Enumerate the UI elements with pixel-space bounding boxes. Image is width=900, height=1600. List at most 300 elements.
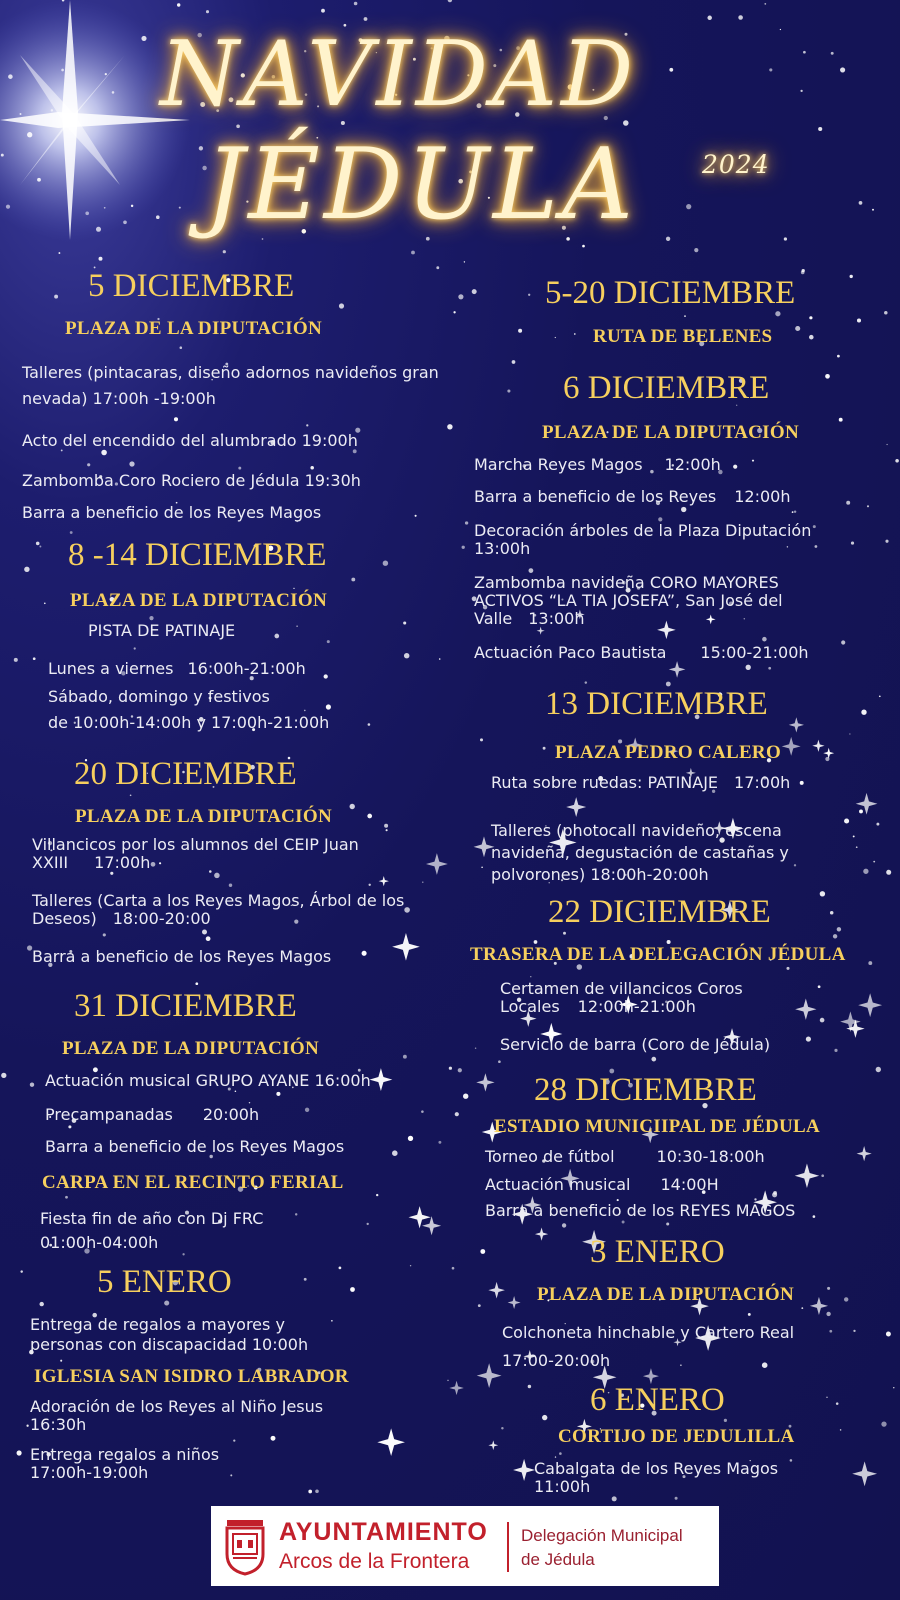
star-dot bbox=[295, 1213, 297, 1215]
star-dot bbox=[448, 0, 452, 2]
star-dot bbox=[105, 73, 107, 75]
event-zambomba-mayores: Zambomba navideña CORO MAYORES bbox=[474, 573, 779, 592]
sparkle-star bbox=[488, 1440, 498, 1450]
star-dot bbox=[26, 1425, 28, 1427]
star-dot bbox=[876, 823, 879, 826]
sparkle-star bbox=[812, 740, 824, 752]
star-dot bbox=[794, 510, 796, 512]
star-dot bbox=[37, 178, 41, 182]
star-dot bbox=[20, 113, 22, 115]
star-dot bbox=[831, 52, 834, 55]
star-dot bbox=[179, 207, 181, 209]
heading-20-diciembre: 20 DICIEMBRE bbox=[74, 756, 297, 792]
sparkle-star bbox=[789, 717, 804, 732]
star-dot bbox=[306, 424, 308, 426]
star-dot bbox=[528, 294, 530, 296]
star-dot bbox=[40, 1302, 44, 1306]
star-dot bbox=[392, 1150, 398, 1156]
star-dot bbox=[769, 68, 772, 71]
star-dot bbox=[851, 542, 854, 545]
star-dot bbox=[304, 1278, 307, 1281]
star-dot bbox=[195, 982, 198, 985]
star-dot bbox=[675, 1497, 678, 1500]
title-year: 2024 bbox=[702, 150, 770, 179]
star-dot bbox=[837, 927, 841, 931]
heading-31-diciembre: 31 DICIEMBRE bbox=[74, 988, 297, 1024]
star-dot bbox=[110, 872, 113, 875]
star-dot bbox=[850, 275, 853, 278]
event-marcha-reyes: Marcha Reyes Magos 12:00h bbox=[474, 455, 721, 474]
star-dot bbox=[51, 109, 53, 111]
place-6-diciembre: PLAZA DE LA DIPUTACIÓN bbox=[542, 422, 799, 443]
star-dot bbox=[422, 882, 423, 883]
star-dot bbox=[768, 667, 771, 670]
star-dot bbox=[354, 2, 358, 6]
star-dot bbox=[141, 36, 146, 41]
star-dot bbox=[480, 738, 483, 741]
star-dot bbox=[857, 318, 861, 322]
star-dot bbox=[826, 1312, 830, 1316]
star-dot bbox=[230, 1474, 232, 1476]
sparkle-star bbox=[858, 993, 882, 1017]
star-dot bbox=[830, 911, 834, 915]
event-certamen: Certamen de villancicos Coros bbox=[500, 979, 743, 998]
star-dot bbox=[384, 824, 388, 828]
star-dot bbox=[849, 733, 850, 734]
place-5-diciembre: PLAZA DE LA DIPUTACIÓN bbox=[65, 318, 322, 339]
star-dot bbox=[585, 681, 587, 683]
star-dot bbox=[367, 1223, 369, 1225]
star-dot bbox=[6, 205, 10, 209]
star-dot bbox=[844, 818, 849, 823]
event-fiesta-fin-ano: Fiesta fin de año con Dj FRC bbox=[40, 1209, 264, 1228]
star-dot bbox=[447, 424, 452, 429]
star-dot bbox=[480, 1249, 485, 1254]
star-dot bbox=[386, 829, 388, 831]
event-talleres: Talleres (pintacaras, diseño adornos navideños gran nevada) 17:00h -19:00h bbox=[22, 363, 439, 408]
sparkle-star bbox=[795, 999, 816, 1020]
star-dot bbox=[350, 1287, 355, 1292]
star-dot bbox=[820, 891, 825, 896]
star-dot bbox=[773, 1191, 777, 1195]
star-dot bbox=[885, 540, 888, 543]
star-dot bbox=[801, 1307, 803, 1309]
star-dot bbox=[453, 311, 455, 313]
star-dot bbox=[123, 220, 127, 224]
star-dot bbox=[104, 207, 106, 209]
star-dot bbox=[868, 961, 872, 965]
ayuntamiento-label: AYUNTAMIENTO bbox=[279, 1518, 488, 1546]
star-dot bbox=[762, 1362, 768, 1368]
star-dot bbox=[310, 466, 314, 470]
event-servicio-barra: Servicio de barra (Coro de Jédula) bbox=[500, 1035, 771, 1054]
place-trasera-delegacion: TRASERA DE LA DELEGACIÓN JÉDULA bbox=[470, 944, 846, 965]
star-dot bbox=[61, 69, 64, 72]
heading-6-enero: 6 ENERO bbox=[590, 1382, 725, 1418]
star-dot bbox=[60, 1360, 62, 1362]
star-dot bbox=[815, 545, 818, 548]
event-decoracion-hora: 13:00h bbox=[474, 539, 531, 558]
star-dot bbox=[327, 640, 330, 643]
star-dot bbox=[512, 360, 516, 364]
star-dot bbox=[206, 10, 209, 13]
star-dot bbox=[130, 794, 132, 796]
heading-5-enero: 5 ENERO bbox=[97, 1264, 232, 1300]
star-dot bbox=[156, 215, 160, 219]
star-dot bbox=[780, 29, 781, 30]
star-dot bbox=[421, 1110, 424, 1113]
star-dot bbox=[669, 68, 673, 72]
event-adoracion-hora: 16:30h bbox=[30, 1415, 87, 1434]
event-grupo-ayane: Actuación musical GRUPO AYANE 16:00h bbox=[45, 1071, 371, 1090]
sparkle-star bbox=[426, 853, 448, 875]
star-dot bbox=[859, 201, 863, 205]
star-dot bbox=[174, 417, 178, 421]
event-regalos-mayores: Entrega de regalos a mayores y bbox=[30, 1315, 285, 1334]
star-dot bbox=[803, 51, 806, 54]
star-dot bbox=[436, 266, 439, 269]
event-barra-20: Barra a beneficio de los Reyes Magos bbox=[32, 947, 332, 966]
sparkle-star bbox=[508, 1296, 521, 1309]
star-dot bbox=[794, 864, 796, 866]
star-dot bbox=[206, 936, 211, 941]
event-talleres-photocall-2: navideña, degustación de castañas y bbox=[491, 843, 789, 862]
star-dot bbox=[886, 1332, 891, 1337]
star-dot bbox=[893, 1387, 894, 1388]
sparkle-star bbox=[782, 737, 801, 756]
star-dot bbox=[33, 657, 36, 660]
event-encendido: Acto del encendido del alumbrado 19:00h bbox=[22, 431, 358, 450]
heading-3-enero: 3 ENERO bbox=[590, 1234, 725, 1270]
star-dot bbox=[840, 1429, 842, 1431]
star-dot bbox=[274, 634, 279, 639]
star-dot bbox=[666, 1222, 669, 1225]
star-dot bbox=[686, 204, 691, 209]
star-dot bbox=[884, 311, 888, 315]
star-dot bbox=[14, 658, 18, 662]
sparkle-star bbox=[422, 1216, 441, 1235]
star-dot bbox=[68, 1125, 71, 1128]
event-regalos-ninos-hora: 17:00h-19:00h bbox=[30, 1463, 149, 1482]
star-dot bbox=[744, 618, 745, 619]
star-dot bbox=[800, 781, 804, 785]
logo-divider bbox=[507, 1522, 509, 1572]
star-dot bbox=[1, 1073, 6, 1078]
star-dot bbox=[85, 211, 89, 215]
delegacion-label: Delegación Municipal bbox=[521, 1526, 683, 1545]
heading-8-14-diciembre: 8 -14 DICIEMBRE bbox=[68, 537, 327, 573]
star-dot bbox=[833, 934, 837, 938]
star-dot bbox=[582, 245, 585, 248]
sparkle-star bbox=[810, 1297, 828, 1315]
sparkle-star bbox=[852, 1461, 877, 1486]
star-dot bbox=[39, 546, 41, 548]
star-dot bbox=[465, 521, 468, 524]
event-torneo-futbol: Torneo de fútbol 10:30-18:00h bbox=[485, 1147, 765, 1166]
event-lunes-viernes: Lunes a viernes 16:00h-21:00h bbox=[48, 659, 306, 678]
star-dot bbox=[809, 316, 812, 319]
event-adoracion: Adoración de los Reyes al Niño Jesus bbox=[30, 1397, 324, 1416]
star-dot bbox=[164, 1300, 169, 1305]
place-cortijo: CORTIJO DE JEDULILLA bbox=[558, 1426, 795, 1447]
star-dot bbox=[724, 1419, 727, 1422]
star-dot bbox=[806, 1037, 811, 1042]
star-dot bbox=[876, 1067, 881, 1072]
star-dot bbox=[666, 237, 670, 241]
star-dot bbox=[886, 870, 891, 875]
star-dot bbox=[408, 1136, 413, 1141]
star-dot bbox=[681, 507, 686, 512]
star-dot bbox=[844, 1297, 848, 1301]
star-dot bbox=[498, 1060, 501, 1063]
event-barra-31: Barra a beneficio de los Reyes Magos bbox=[45, 1137, 345, 1156]
event-talleres-carta: Talleres (Carta a los Reyes Magos, Árbol de los Deseos) 18:00-20:00 bbox=[32, 891, 405, 928]
star-dot bbox=[820, 1018, 825, 1023]
title-jedula: JÉDULA bbox=[205, 128, 637, 242]
star-dot bbox=[562, 1223, 566, 1227]
event-talleres-photocall-3: polvorones) 18:00h-20:00h bbox=[491, 865, 709, 884]
star-dot bbox=[233, 1439, 235, 1441]
star-dot bbox=[214, 873, 220, 879]
star-dot bbox=[543, 747, 546, 750]
star-dot bbox=[331, 1320, 333, 1322]
star-dot bbox=[8, 74, 13, 79]
pista-patinaje: PISTA DE PATINAJE bbox=[88, 621, 236, 640]
star-dot bbox=[612, 1496, 617, 1501]
sparkle-star bbox=[706, 614, 716, 624]
star-dot bbox=[825, 374, 830, 379]
star-dot bbox=[886, 444, 887, 445]
star-dot bbox=[867, 505, 869, 507]
star-dot bbox=[707, 16, 711, 20]
star-dot bbox=[235, 1090, 237, 1092]
event-cabalgata: Cabalgata de los Reyes Magos bbox=[534, 1459, 779, 1478]
star-dot bbox=[873, 861, 875, 863]
star-dot bbox=[180, 346, 183, 349]
star-dot bbox=[362, 951, 367, 956]
star-dot bbox=[20, 1270, 22, 1272]
star-dot bbox=[853, 1330, 855, 1332]
event-actuacion-musical: Actuación musical 14:00H bbox=[485, 1175, 719, 1194]
star-dot bbox=[872, 209, 874, 211]
place-3-enero: PLAZA DE LA DIPUTACIÓN bbox=[537, 1284, 794, 1305]
star-dot bbox=[859, 809, 863, 813]
star-dot bbox=[839, 418, 843, 422]
star-dot bbox=[17, 1450, 22, 1455]
star-dot bbox=[472, 289, 477, 294]
star-dot bbox=[856, 846, 858, 848]
sparkle-star bbox=[795, 1164, 819, 1188]
star-dot bbox=[131, 205, 133, 207]
star-dot bbox=[36, 542, 40, 546]
ayuntamiento-logo bbox=[211, 1506, 719, 1586]
star-dot bbox=[271, 1436, 276, 1441]
star-dot bbox=[841, 640, 845, 644]
star-dot bbox=[574, 333, 576, 335]
star-dot bbox=[821, 1174, 824, 1177]
star-dot bbox=[315, 1490, 319, 1494]
place-iglesia: IGLESIA SAN ISIDRO LABRADOR bbox=[34, 1366, 349, 1387]
star-dot bbox=[826, 1397, 827, 1398]
star-dot bbox=[846, 501, 850, 505]
sparkle-star bbox=[369, 1068, 392, 1091]
star-dot bbox=[326, 704, 331, 709]
sparkle-star bbox=[377, 1428, 405, 1456]
star-dot bbox=[202, 930, 207, 935]
event-regalos-ninos: Entrega regalos a niños bbox=[30, 1445, 220, 1464]
star-dot bbox=[101, 450, 107, 456]
star-dot bbox=[376, 1194, 378, 1196]
sparkle-star bbox=[669, 661, 686, 678]
star-dot bbox=[96, 227, 101, 232]
star-dot bbox=[305, 1108, 309, 1112]
event-regalos-mayores-2: personas con discapacidad 10:00h bbox=[30, 1335, 309, 1354]
star-dot bbox=[70, 531, 73, 534]
star-dot bbox=[813, 525, 816, 528]
star-dot bbox=[462, 546, 465, 549]
star-dot bbox=[58, 252, 60, 254]
star-dot bbox=[748, 1313, 751, 1316]
star-dot bbox=[449, 1067, 452, 1070]
star-dot bbox=[784, 237, 787, 240]
star-dot bbox=[879, 695, 881, 697]
star-dot bbox=[447, 1380, 449, 1382]
star-dot bbox=[293, 588, 294, 589]
star-dot bbox=[415, 515, 417, 517]
star-dot bbox=[752, 460, 754, 462]
star-dot bbox=[530, 976, 531, 977]
heading-22-diciembre: 22 DICIEMBRE bbox=[548, 894, 771, 930]
star-dot bbox=[837, 355, 840, 358]
star-dot bbox=[458, 294, 463, 299]
event-colchoneta-hora: 17:00-20:00h bbox=[502, 1351, 611, 1370]
delegacion-jedula-label: de Jédula bbox=[521, 1550, 595, 1569]
star-dot bbox=[809, 335, 814, 340]
sparkle-star bbox=[657, 621, 676, 640]
star-dot bbox=[651, 1057, 656, 1062]
star-dot bbox=[324, 674, 328, 678]
star-dot bbox=[694, 248, 698, 252]
star-dot bbox=[321, 9, 325, 13]
star-dot bbox=[403, 621, 406, 624]
star-dot bbox=[339, 1267, 342, 1270]
star-dot bbox=[54, 295, 58, 299]
title-navidad: NAVIDAD bbox=[160, 22, 638, 127]
star-dot bbox=[802, 269, 805, 272]
star-dot bbox=[787, 546, 788, 547]
event-decoracion: Decoración árboles de la Plaza Diputación bbox=[474, 521, 812, 540]
star-dot bbox=[27, 132, 32, 137]
star-dot bbox=[840, 67, 845, 72]
star-dot bbox=[853, 835, 855, 837]
star-dot bbox=[112, 91, 115, 94]
heading-28-diciembre: 28 DICIEMBRE bbox=[534, 1072, 757, 1108]
event-barra: Barra a beneficio de los Reyes Magos bbox=[22, 503, 322, 522]
sparkle-star bbox=[513, 1459, 535, 1481]
star-dot bbox=[99, 257, 103, 261]
star-dot bbox=[818, 985, 821, 988]
star-dot bbox=[103, 933, 106, 936]
star-dot bbox=[861, 710, 866, 715]
star-dot bbox=[790, 1459, 793, 1462]
star-dot bbox=[555, 1456, 556, 1457]
star-dot bbox=[452, 1267, 455, 1270]
heading-5-20-diciembre: 5-20 DICIEMBRE bbox=[545, 275, 796, 311]
star-dot bbox=[501, 1427, 503, 1429]
star-dot bbox=[733, 465, 737, 469]
place-estadio: ESTADIO MUNICIIPAL DE JÉDULA bbox=[494, 1116, 820, 1137]
star-dot bbox=[827, 1287, 830, 1290]
sparkle-star bbox=[488, 1282, 505, 1299]
event-cabalgata-hora: 11:00h bbox=[534, 1477, 591, 1496]
star-dot bbox=[296, 625, 298, 627]
star-dot bbox=[403, 1055, 407, 1059]
event-barra-reyes: Barra a beneficio de los Reyes 12:00h bbox=[474, 487, 791, 506]
star-dot bbox=[836, 1402, 839, 1405]
star-dot bbox=[555, 337, 556, 338]
star-dot bbox=[507, 389, 510, 392]
sparkle-star bbox=[477, 1363, 502, 1388]
star-dot bbox=[559, 1452, 562, 1455]
sparkle-star bbox=[566, 797, 586, 817]
event-precampanadas: Precampanadas 20:00h bbox=[45, 1105, 260, 1124]
star-dot bbox=[351, 578, 355, 582]
heading-13-diciembre: 13 DICIEMBRE bbox=[545, 686, 768, 722]
star-dot bbox=[542, 1415, 547, 1420]
star-dot bbox=[368, 723, 371, 726]
star-dot bbox=[764, 3, 766, 5]
star-dot bbox=[177, 3, 180, 6]
place-20-diciembre: PLAZA DE LA DIPUTACIÓN bbox=[75, 806, 332, 827]
event-talleres-photocall: Talleres (photocall navideño, escena bbox=[491, 821, 782, 840]
sparkle-star bbox=[476, 1073, 494, 1091]
star-dot bbox=[199, 146, 203, 150]
star-dot bbox=[229, 884, 232, 887]
star-dot bbox=[464, 261, 465, 262]
star-dot bbox=[563, 932, 566, 935]
event-barra-28: Barra a beneficio de los REYES MAGOS bbox=[485, 1201, 796, 1220]
carpa-recinto-ferial: CARPA EN EL RECINTO FERIAL bbox=[42, 1172, 344, 1193]
event-zambomba-mayores-2: ACTIVOS “LA TIA JOSEFA”, San José del bbox=[474, 591, 783, 610]
star-dot bbox=[308, 1490, 312, 1494]
star-dot bbox=[410, 1265, 411, 1266]
star-dot bbox=[404, 653, 409, 658]
star-dot bbox=[478, 1304, 481, 1307]
star-dot bbox=[439, 658, 441, 660]
sparkle-star bbox=[449, 1381, 463, 1395]
star-dot bbox=[87, 463, 90, 466]
heading-6-diciembre: 6 DICIEMBRE bbox=[563, 370, 770, 406]
event-zambomba: Zambomba Coro Rociero de Jédula 19:30h bbox=[22, 471, 361, 490]
sparkle-star bbox=[823, 748, 834, 759]
event-villancicos: Villancicos por los alumnos del CEIP Juan XXIII 17:00h bbox=[32, 835, 359, 872]
event-ruta-ruedas: Ruta sobre ruedas: PATINAJE 17:00h bbox=[491, 773, 791, 792]
star-dot bbox=[863, 869, 868, 874]
sparkle-star bbox=[857, 1146, 872, 1161]
place-31-diciembre: PLAZA DE LA DIPUTACIÓN bbox=[62, 1038, 319, 1059]
star-dot bbox=[834, 1049, 837, 1052]
star-dot bbox=[895, 459, 899, 463]
event-certamen-2: Locales 12:00h-21:00h bbox=[500, 997, 696, 1016]
star-dot bbox=[792, 511, 794, 513]
event-zambomba-mayores-3: Valle 13:00h bbox=[474, 609, 585, 628]
sparkle-star bbox=[392, 933, 420, 961]
star-dot bbox=[475, 1047, 476, 1048]
star-dot bbox=[65, 1196, 68, 1199]
star-dot bbox=[829, 1330, 832, 1333]
sparkle-star bbox=[379, 876, 389, 886]
star-dot bbox=[800, 90, 802, 92]
